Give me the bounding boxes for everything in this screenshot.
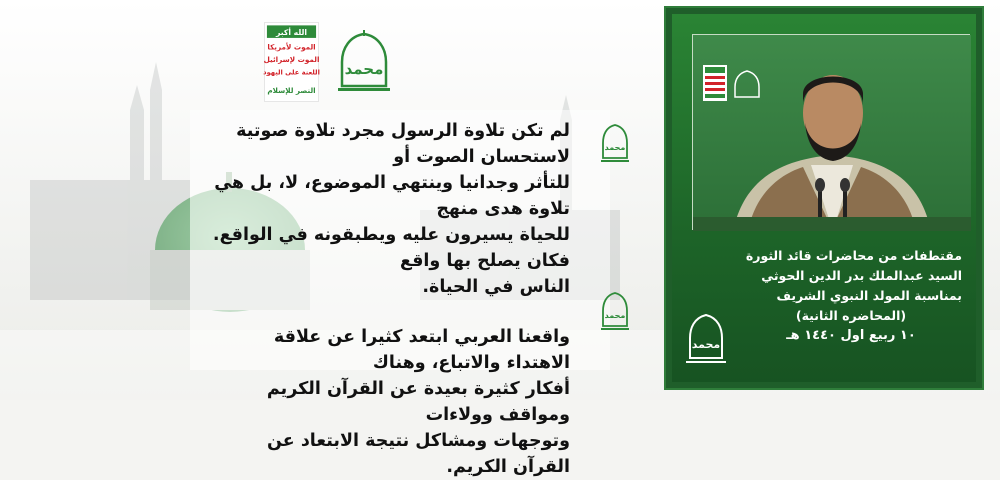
quote-line: لم تكن تلاوة الرسول مجرد تلاوة صوتية لاستحسان الصوت أو xyxy=(236,121,570,167)
quote-line: واقعنا العربي ابتعد كثيرا عن علاقة الاهتداء والاتباع، وهناك xyxy=(273,327,570,373)
caption-line-3: بمناسبة المولد النبوي الشريف xyxy=(776,288,962,303)
quote-paragraph-1 xyxy=(210,118,570,300)
side-emblem-icon xyxy=(598,290,632,334)
caption-line-2: السيد عبدالملك بدر الدين الحوثي xyxy=(761,268,962,283)
slogan-graphic xyxy=(265,23,318,101)
side-emblem-icon xyxy=(598,122,632,166)
speaker-video-frame xyxy=(692,34,970,230)
side-emblem-text: محمد xyxy=(604,311,626,320)
quote-paragraph-2 xyxy=(210,324,570,480)
mawlid-emblem-corner xyxy=(680,312,732,370)
slogan-line-4: اللعنة على اليهود xyxy=(263,68,320,77)
corner-emblem-text: محمد xyxy=(691,338,721,351)
slogan-logo xyxy=(264,22,319,102)
caption-line-4: (المحاضره الثانية) xyxy=(795,308,907,323)
caption-date: ١٠ ربيع اول ١٤٤٠ هـ xyxy=(786,328,916,343)
quote-line: وتوجهات ومشاكل نتيجة الابتعاد عن القرآن الكريم. xyxy=(267,431,570,477)
emblem-text: محمد xyxy=(344,60,384,78)
slogan-line-2: الموت لأمريكا xyxy=(267,42,316,52)
quote-line: للتأثر وجدانيا وينتهي الموضوع، لا، بل هي تلاوة هدى منهج xyxy=(214,173,570,219)
quote-text xyxy=(210,118,570,480)
lecture-card-inner xyxy=(672,14,976,382)
mawlid-emblem xyxy=(328,30,400,98)
lecture-card xyxy=(664,6,984,390)
slogan-line-3: الموت لإسرائيل xyxy=(263,55,320,64)
caption-line-1: مقتطفات من محاضرات قائد الثورة xyxy=(745,248,962,263)
quote-line: الناس في الحياة. xyxy=(422,277,570,297)
speaker-portrait xyxy=(693,35,971,231)
quote-line: أفكار كثيرة بعيدة عن القرآن الكريم ومواقف وولاءات xyxy=(266,379,570,425)
slogan-line-1: الله أكبر xyxy=(275,28,308,38)
quote-line: للحياة يسيرون عليه ويطبقونه في الواقع. فكان يصلح بها واقع xyxy=(212,225,570,271)
side-emblem-text: محمد xyxy=(604,143,626,152)
slogan-line-5: النصر للإسلام xyxy=(267,85,316,95)
